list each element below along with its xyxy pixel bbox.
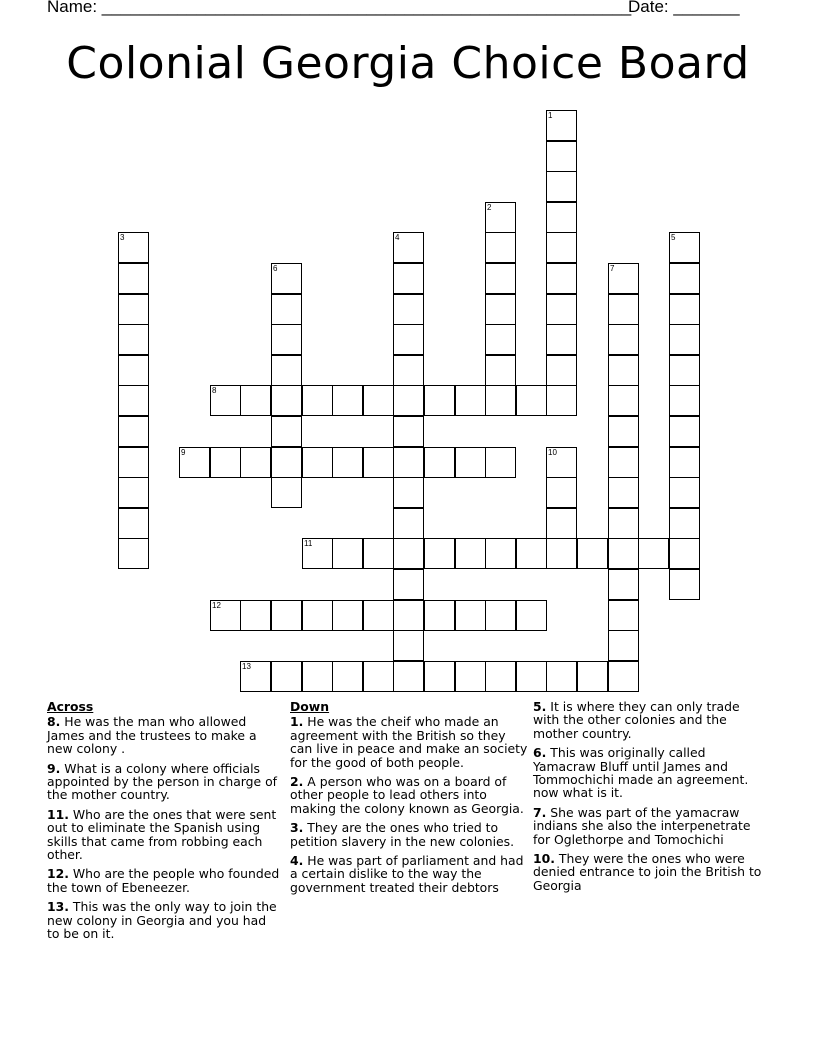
clue-text: What is a colony where officials appointed by the person in charge of the mother country. xyxy=(47,760,278,803)
crossword-cell[interactable] xyxy=(302,447,333,478)
clue-item xyxy=(290,854,528,894)
crossword-cell[interactable] xyxy=(363,600,394,631)
crossword-cell[interactable] xyxy=(271,447,302,478)
crossword-cell[interactable] xyxy=(393,385,424,416)
crossword-cell[interactable] xyxy=(271,355,302,386)
crossword-cell[interactable] xyxy=(485,202,516,233)
crossword-cell[interactable] xyxy=(669,416,700,447)
crossword-cell[interactable] xyxy=(271,294,302,325)
clue-number: 7 xyxy=(610,264,615,273)
clue-number: 9. xyxy=(47,760,61,776)
crossword-cell[interactable] xyxy=(516,600,547,631)
crossword-cell[interactable] xyxy=(393,538,424,569)
clue-number: 3. xyxy=(290,820,304,836)
crossword-cell[interactable] xyxy=(424,538,455,569)
crossword-cell[interactable] xyxy=(393,569,424,600)
clue-number: 11 xyxy=(304,539,313,548)
crossword-cell[interactable] xyxy=(118,355,149,386)
crossword-cell[interactable] xyxy=(393,294,424,325)
crossword-cell[interactable] xyxy=(393,600,424,631)
crossword-cell[interactable] xyxy=(118,508,149,539)
crossword-cell[interactable] xyxy=(516,661,547,692)
crossword-cell[interactable] xyxy=(516,385,547,416)
clue-number: 8 xyxy=(212,386,217,395)
crossword-cell[interactable] xyxy=(332,661,363,692)
clue-item xyxy=(47,900,282,940)
down-clues xyxy=(290,700,528,900)
clue-number: 13 xyxy=(242,662,251,671)
crossword-cell[interactable] xyxy=(332,600,363,631)
crossword-cell[interactable] xyxy=(332,447,363,478)
clue-number: 5. xyxy=(533,699,547,714)
crossword-cell[interactable] xyxy=(546,661,577,692)
date-field-label: Date: _______ xyxy=(628,0,740,16)
crossword-cell[interactable] xyxy=(669,263,700,294)
crossword-cell[interactable] xyxy=(271,477,302,508)
page-title: Colonial Georgia Choice Board xyxy=(66,38,750,89)
crossword-cell[interactable] xyxy=(393,324,424,355)
clue-text: He was part of parliament and had a certain dislike to the way the government treated their debtors xyxy=(290,853,524,895)
clue-number: 13. xyxy=(47,899,69,915)
clue-number: 11. xyxy=(47,806,69,822)
crossword-cell[interactable] xyxy=(363,447,394,478)
crossword-cell[interactable] xyxy=(669,294,700,325)
crossword-cell[interactable] xyxy=(608,263,639,294)
crossword-cell[interactable] xyxy=(669,355,700,386)
clue-item xyxy=(533,806,765,846)
crossword-cell[interactable] xyxy=(393,232,424,263)
crossword-cell[interactable] xyxy=(608,661,639,692)
clue-number: 1 xyxy=(548,111,553,120)
clue-item xyxy=(533,746,765,800)
clue-number: 6 xyxy=(273,264,278,273)
clue-text: Who are the people who founded the town of Ebeneezer. xyxy=(47,866,280,895)
clue-number: 12. xyxy=(47,866,69,882)
crossword-cell[interactable] xyxy=(332,538,363,569)
clue-number: 10 xyxy=(548,448,557,457)
crossword-cell[interactable] xyxy=(608,477,639,508)
clue-number: 4 xyxy=(395,233,400,242)
crossword-cell[interactable] xyxy=(393,263,424,294)
clue-text: He was the cheif who made an agreement with the British so they can live in peace and make an society for the good of both people. xyxy=(290,714,528,770)
crossword-cell[interactable] xyxy=(302,538,333,569)
crossword-cell[interactable] xyxy=(669,385,700,416)
crossword-cell[interactable] xyxy=(546,110,577,141)
crossword-cell[interactable] xyxy=(424,447,455,478)
crossword-cell[interactable] xyxy=(118,263,149,294)
across-heading: Across xyxy=(47,699,94,714)
clue-item xyxy=(533,852,765,892)
crossword-cell[interactable] xyxy=(546,447,577,478)
crossword-cell[interactable] xyxy=(485,324,516,355)
crossword-cell[interactable] xyxy=(546,355,577,386)
crossword-cell[interactable] xyxy=(577,538,608,569)
crossword-cell[interactable] xyxy=(485,263,516,294)
crossword-cell[interactable] xyxy=(240,661,271,692)
crossword-cell[interactable] xyxy=(363,538,394,569)
crossword-cell[interactable] xyxy=(608,600,639,631)
clue-text: They were the ones who were denied entrance to join the British to Georgia xyxy=(533,851,762,893)
clue-number: 4. xyxy=(290,853,304,869)
clue-text: Who are the ones that were sent out to eliminate the Spanish using skills that came from robbing each other. xyxy=(47,806,277,863)
clue-item xyxy=(47,715,282,755)
clue-text: This was the only way to join the new colony in Georgia and you had to be on it. xyxy=(47,899,277,942)
clue-number: 12 xyxy=(212,601,221,610)
crossword-cell[interactable] xyxy=(546,477,577,508)
crossword-cell[interactable] xyxy=(485,232,516,263)
clue-number: 7. xyxy=(533,804,547,820)
crossword-cell[interactable] xyxy=(577,661,608,692)
crossword-cell[interactable] xyxy=(608,385,639,416)
crossword-cell[interactable] xyxy=(638,538,669,569)
crossword-cell[interactable] xyxy=(240,385,271,416)
crossword-cell[interactable] xyxy=(669,538,700,569)
crossword-cell[interactable] xyxy=(302,661,333,692)
clue-item xyxy=(290,821,528,848)
crossword-cell[interactable] xyxy=(118,385,149,416)
crossword-cell[interactable] xyxy=(516,538,547,569)
crossword-cell[interactable] xyxy=(485,661,516,692)
crossword-cell[interactable] xyxy=(210,447,241,478)
clue-item xyxy=(290,715,528,769)
crossword-cell[interactable] xyxy=(271,263,302,294)
clue-number: 10. xyxy=(533,851,555,867)
crossword-cell[interactable] xyxy=(424,661,455,692)
crossword-cell[interactable] xyxy=(118,294,149,325)
crossword-cell[interactable] xyxy=(210,600,241,631)
crossword-cell[interactable] xyxy=(424,385,455,416)
clue-text: This was originally called Yamacraw Bluff until James and Tommochichi made an agreement. now what is it. xyxy=(533,745,749,801)
clue-number: 1. xyxy=(290,714,304,730)
crossword-cell[interactable] xyxy=(485,600,516,631)
crossword-cell[interactable] xyxy=(179,447,210,478)
clue-number: 8. xyxy=(47,714,61,730)
crossword-cell[interactable] xyxy=(546,385,577,416)
crossword-cell[interactable] xyxy=(210,385,241,416)
clue-item xyxy=(290,775,528,815)
crossword-cell[interactable] xyxy=(608,538,639,569)
clue-number: 9 xyxy=(181,448,186,457)
clue-item xyxy=(47,867,282,894)
crossword-cell[interactable] xyxy=(669,508,700,539)
crossword-cell[interactable] xyxy=(455,538,486,569)
clue-number: 3 xyxy=(120,233,125,242)
crossword-cell[interactable] xyxy=(393,661,424,692)
clue-text: She was part of the yamacraw indians she also the interpenetrate for Oglethorpe and Tomochichi xyxy=(533,804,751,847)
crossword-cell[interactable] xyxy=(485,294,516,325)
crossword-cell[interactable] xyxy=(424,600,455,631)
clue-text: They are the ones who tried to petition slavery in the new colonies. xyxy=(290,820,515,849)
crossword-cell[interactable] xyxy=(546,294,577,325)
crossword-cell[interactable] xyxy=(271,416,302,447)
crossword-cell[interactable] xyxy=(302,600,333,631)
crossword-cell[interactable] xyxy=(118,447,149,478)
crossword-cell[interactable] xyxy=(546,171,577,202)
crossword-cell[interactable] xyxy=(546,324,577,355)
crossword-cell[interactable] xyxy=(393,630,424,661)
crossword-cell[interactable] xyxy=(393,477,424,508)
clue-item xyxy=(47,808,282,862)
crossword-cell[interactable] xyxy=(118,416,149,447)
crossword-cell[interactable] xyxy=(608,508,639,539)
crossword-cell[interactable] xyxy=(393,416,424,447)
crossword-cell[interactable] xyxy=(455,600,486,631)
crossword-cell[interactable] xyxy=(485,447,516,478)
crossword-cell[interactable] xyxy=(608,416,639,447)
crossword-cell[interactable] xyxy=(485,538,516,569)
crossword-cell[interactable] xyxy=(393,508,424,539)
crossword-cell[interactable] xyxy=(485,355,516,386)
crossword-cell[interactable] xyxy=(608,355,639,386)
crossword-cell[interactable] xyxy=(363,661,394,692)
crossword-cell[interactable] xyxy=(393,447,424,478)
across-clues xyxy=(47,700,282,947)
crossword-cell[interactable] xyxy=(669,477,700,508)
crossword-cell[interactable] xyxy=(393,355,424,386)
down-clues-continued xyxy=(533,700,765,898)
clue-text: A person who was on a board of other people to lead others into making the colony known as Georgia. xyxy=(290,774,524,816)
crossword-cell[interactable] xyxy=(271,324,302,355)
clue-item xyxy=(533,700,765,740)
crossword-cell[interactable] xyxy=(669,569,700,600)
crossword-cell[interactable] xyxy=(240,600,271,631)
crossword-cell[interactable] xyxy=(669,447,700,478)
crossword-cell[interactable] xyxy=(485,385,516,416)
crossword-cell[interactable] xyxy=(608,630,639,661)
crossword-cell[interactable] xyxy=(455,385,486,416)
clue-item xyxy=(47,762,282,802)
crossword-cell[interactable] xyxy=(118,477,149,508)
crossword-cell[interactable] xyxy=(271,385,302,416)
crossword-cell[interactable] xyxy=(118,232,149,263)
crossword-cell[interactable] xyxy=(455,661,486,692)
down-heading: Down xyxy=(290,699,330,714)
clue-number: 5 xyxy=(671,233,676,242)
crossword-cell[interactable] xyxy=(546,141,577,172)
crossword-cell[interactable] xyxy=(118,538,149,569)
crossword-cell[interactable] xyxy=(546,232,577,263)
clue-text: It is where they can only trade with the other colonies and the mother country. xyxy=(533,699,740,741)
crossword-cell[interactable] xyxy=(546,538,577,569)
crossword-cell[interactable] xyxy=(546,202,577,233)
crossword-cell[interactable] xyxy=(608,569,639,600)
crossword-cell[interactable] xyxy=(608,447,639,478)
crossword-cell[interactable] xyxy=(669,232,700,263)
clue-number: 2. xyxy=(290,774,304,790)
name-field-label: Name: ________________________________________________________ xyxy=(47,0,632,16)
crossword-cell[interactable] xyxy=(271,600,302,631)
crossword-cell[interactable] xyxy=(240,447,271,478)
crossword-cell[interactable] xyxy=(363,385,394,416)
crossword-cell[interactable] xyxy=(271,661,302,692)
crossword-cell[interactable] xyxy=(302,385,333,416)
crossword-cell[interactable] xyxy=(608,294,639,325)
crossword-cell[interactable] xyxy=(669,324,700,355)
crossword-cell[interactable] xyxy=(118,324,149,355)
crossword-cell[interactable] xyxy=(455,447,486,478)
crossword-cell[interactable] xyxy=(332,385,363,416)
crossword-cell[interactable] xyxy=(546,508,577,539)
crossword-cell[interactable] xyxy=(546,263,577,294)
clue-number: 6. xyxy=(533,745,547,761)
clue-number: 2 xyxy=(487,203,492,212)
clue-text: He was the man who allowed James and the trustees to make a new colony . xyxy=(47,714,257,757)
crossword-cell[interactable] xyxy=(608,324,639,355)
